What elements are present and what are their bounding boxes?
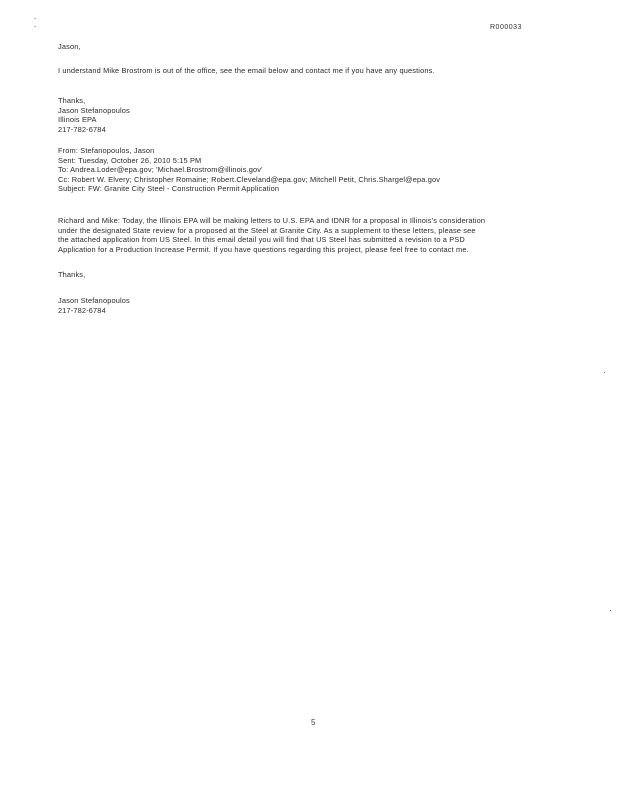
forward-line: the attached application from US Steel. In this email detail you will find that US Steel has submitted a revision to a PSD [58,235,465,245]
forwarded-email-header [58,146,578,194]
greeting-line: Jason, [58,42,81,51]
signature-line: Jason Stefanopoulos [58,296,130,305]
header-subject: Subject: FW: Granite City Steel - Construction Permit Application [58,184,280,194]
signature-line: 217-782-6784 [58,305,106,315]
closing [58,270,578,280]
closing-line: Thanks, [58,270,86,279]
page-number: 5 [311,718,316,727]
forward-line: Richard and Mike: Today, the Illinois EPA will be making letters to U.S. EPA and IDNR for a proposal in Illinois's consideration [58,216,486,225]
signature-line: Illinois EPA [58,115,97,125]
header-cc: Cc: Robert W. Elvery; Christopher Romaine; Robert.Cleveland@epa.gov; Mitchell Petit, Chris.Shargel@epa.gov [58,174,441,184]
bates-number: R000033 [490,24,522,31]
header-from: From: Stefanopoulos, Jason [58,146,155,155]
signature-line: 217-782-6784 [58,124,106,134]
header-sent: Sent: Tuesday, October 26, 2010 5:15 PM [58,155,202,165]
forward-line: Application for a Production Increase Permit. If you have questions regarding this project, please feel free to contact me. [58,244,469,254]
forwarded-message-body [58,216,578,254]
signature-line: Jason Stefanopoulos [58,105,130,115]
signature-line: Thanks, [58,96,86,105]
signature-block-2 [58,296,578,315]
scan-mark: - [34,16,37,23]
forward-line: under the designated State review for a proposed at the Steel at Granite City. As a supplement to these letters, please see [58,225,476,235]
header-to: To: Andrea.Loder@epa.gov; 'Michael.Brostrom@illinois.gov' [58,165,263,175]
greeting [58,42,578,52]
message-body [58,66,578,76]
scan-mark: - [34,24,37,31]
signature-block [58,96,578,134]
message-line: I understand Mike Brostrom is out of the office, see the email below and contact me if you have any questions. [58,66,435,75]
scan-speck [610,610,611,611]
scan-speck [604,372,605,373]
